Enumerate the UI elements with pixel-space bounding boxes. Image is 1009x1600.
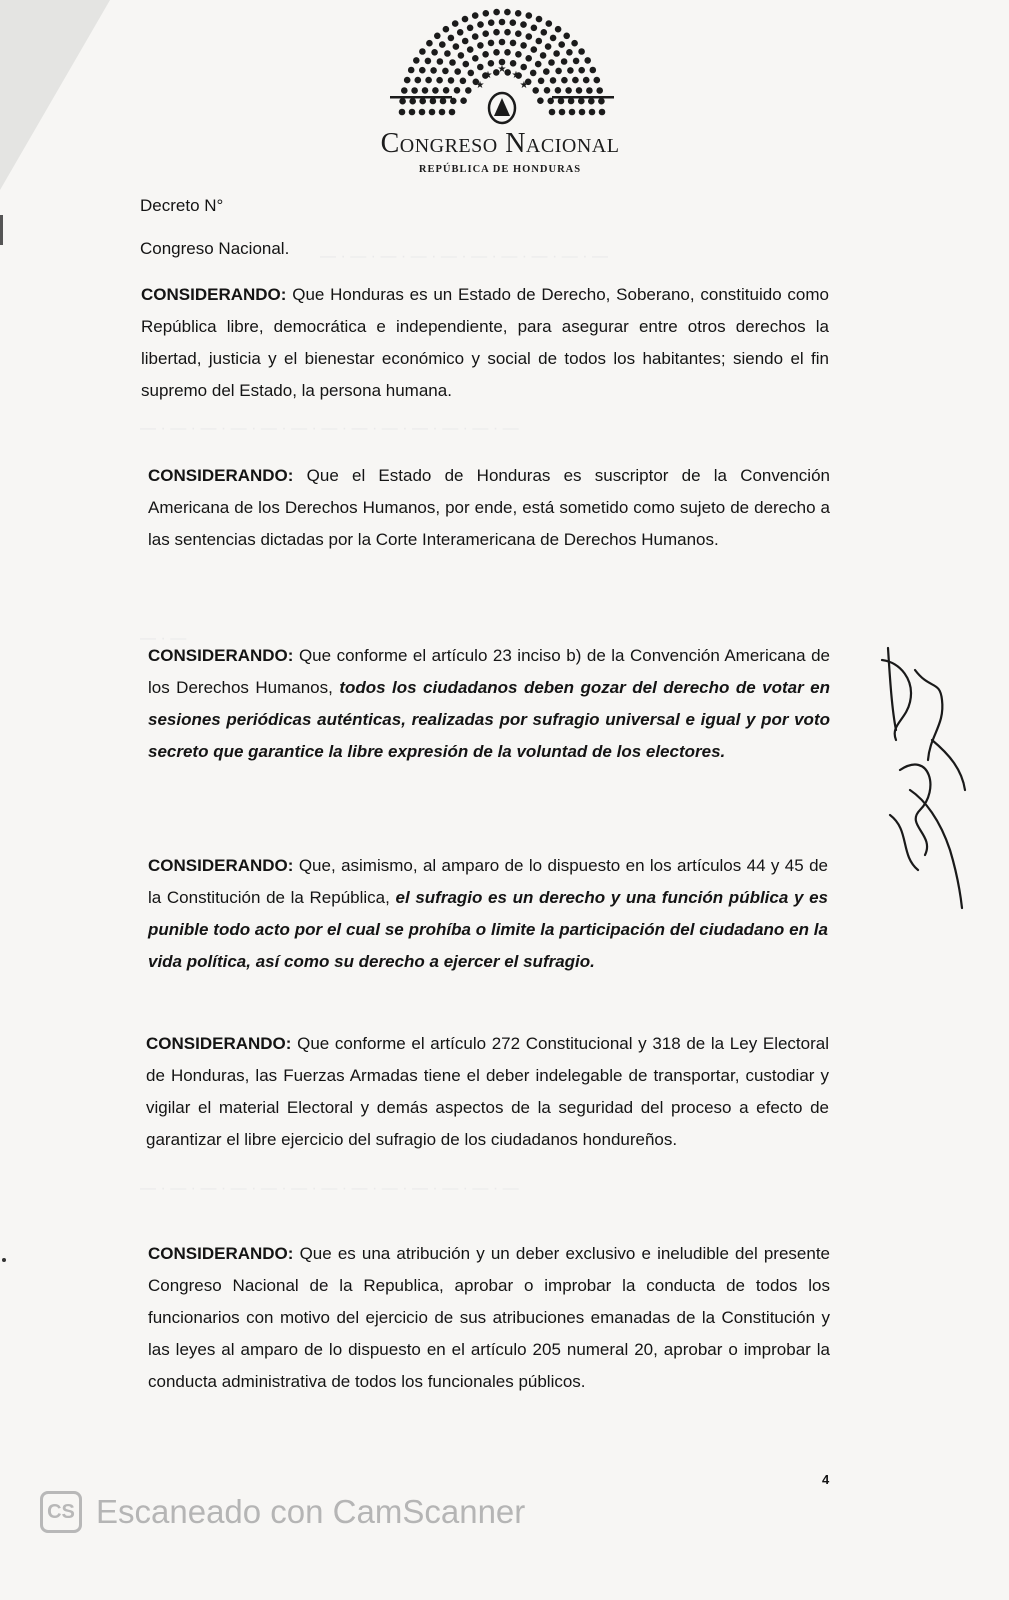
considerando-text: Que el Estado de Honduras es suscriptor de la Convención Americana de los Derechos Humanos, por ende, está sometido como sujeto de derecho a las sentencias dictadas por la Corte Interamericana de Derechos Humanos. [148,466,830,549]
svg-text:★: ★ [519,80,529,91]
svg-text:★: ★ [511,70,521,81]
considerando-text: Que, asimismo, al amparo de lo dispuesto en los artículos 44 y 45 de la Constitución de la República, [148,856,828,907]
page-number: 4 [822,1472,830,1487]
considerando-emphasis: todos los ciudadanos deben gozar del derecho de votar en sesiones periódicas auténticas, realizadas por sufragio universal e igual y por voto secreto que garantice la libre expresión de la voluntad de los electores. [148,678,830,761]
considerando-heading: CONSIDERANDO: [148,646,294,665]
decree-label: Decreto N° [140,196,224,215]
show-through-text: — · — · — · — · — · — · — · — · — · — [320,248,608,265]
considerando-heading: CONSIDERANDO: [148,466,294,485]
considerando-text: Que conforme el artículo 23 inciso b) de la Convención Americana de los Derechos Humanos, [148,646,830,697]
considerando-text: Que Honduras es un Estado de Derecho, Soberano, constituido como República libre, democrática e independiente, para asegurar entre otros derechos la libertad, justicia y el bienestar económico y social de todos los habitantes; siendo el fin supremo del Estado, la persona humana. [141,285,829,400]
svg-text:★: ★ [475,80,485,91]
considerando-heading: CONSIDERANDO: [148,856,294,875]
considerando-emphasis: el sufragio es un derecho y una función pública y es punible todo acto por el cual se prohíba o limite la participación del ciudadano en la vida política, así como su derecho a ejercer el sufragio. [148,888,828,971]
scanner-watermark [40,1488,525,1536]
considerando-paragraph [148,850,828,978]
folded-page-corner [0,0,110,190]
considerando-text: Que conforme el artículo 272 Constitucional y 318 de la Ley Electoral de Honduras, las Fuerzas Armadas tiene el deber indelegable de transportar, custodiar y vigilar el material Electoral y demás aspectos de la seguridad del proceso a efecto de garantizar el libre ejercicio del sufragio de los ciudadanos hondureños. [146,1034,829,1149]
org-subtitle: REPÚBLICA DE HONDURAS [418,164,582,175]
handwritten-signature [870,640,980,920]
considerando-heading: CONSIDERANDO: [148,1244,294,1263]
show-through-text: — · — · — · — · — · — · — · — · — · — · — · — · — [140,1180,519,1197]
considerando-paragraph [148,640,830,768]
margin-mark [0,215,3,245]
considerando-paragraph [148,1238,830,1398]
margin-dot [2,1258,6,1262]
decree-issuer: Congreso Nacional. [140,239,290,258]
considerando-heading: CONSIDERANDO: [146,1034,292,1053]
considerando-paragraph [148,460,830,556]
camscanner-logo-icon: CS [40,1491,82,1533]
org-name: Congreso Nacional [380,128,620,159]
considerando-paragraph [141,279,829,407]
considerando-heading: CONSIDERANDO: [141,285,287,304]
considerando-text: Que es una atribución y un deber exclusivo e ineludible del presente Congreso Nacional de la Republica, aprobar o improbar la conducta de todos los funcionarios con motivo del ejercicio de sus atribuciones emanadas de la Constitución y las leyes al amparo de lo dispuesto en el artículo 205 numeral 20, aprobar o improbar la conducta administrativa de todos los funcionales públicos. [148,1244,830,1391]
show-through-text: — · — · — · — · — · — · — · — · — · — · — · — · — [140,420,519,437]
hemicycle-emblem-icon [380,0,625,135]
watermark-text: Escaneado con CamScanner [96,1493,526,1530]
svg-text:★: ★ [483,70,493,81]
show-through-text: — · — [140,630,187,647]
svg-text:★: ★ [497,64,507,75]
considerando-paragraph [146,1028,829,1156]
